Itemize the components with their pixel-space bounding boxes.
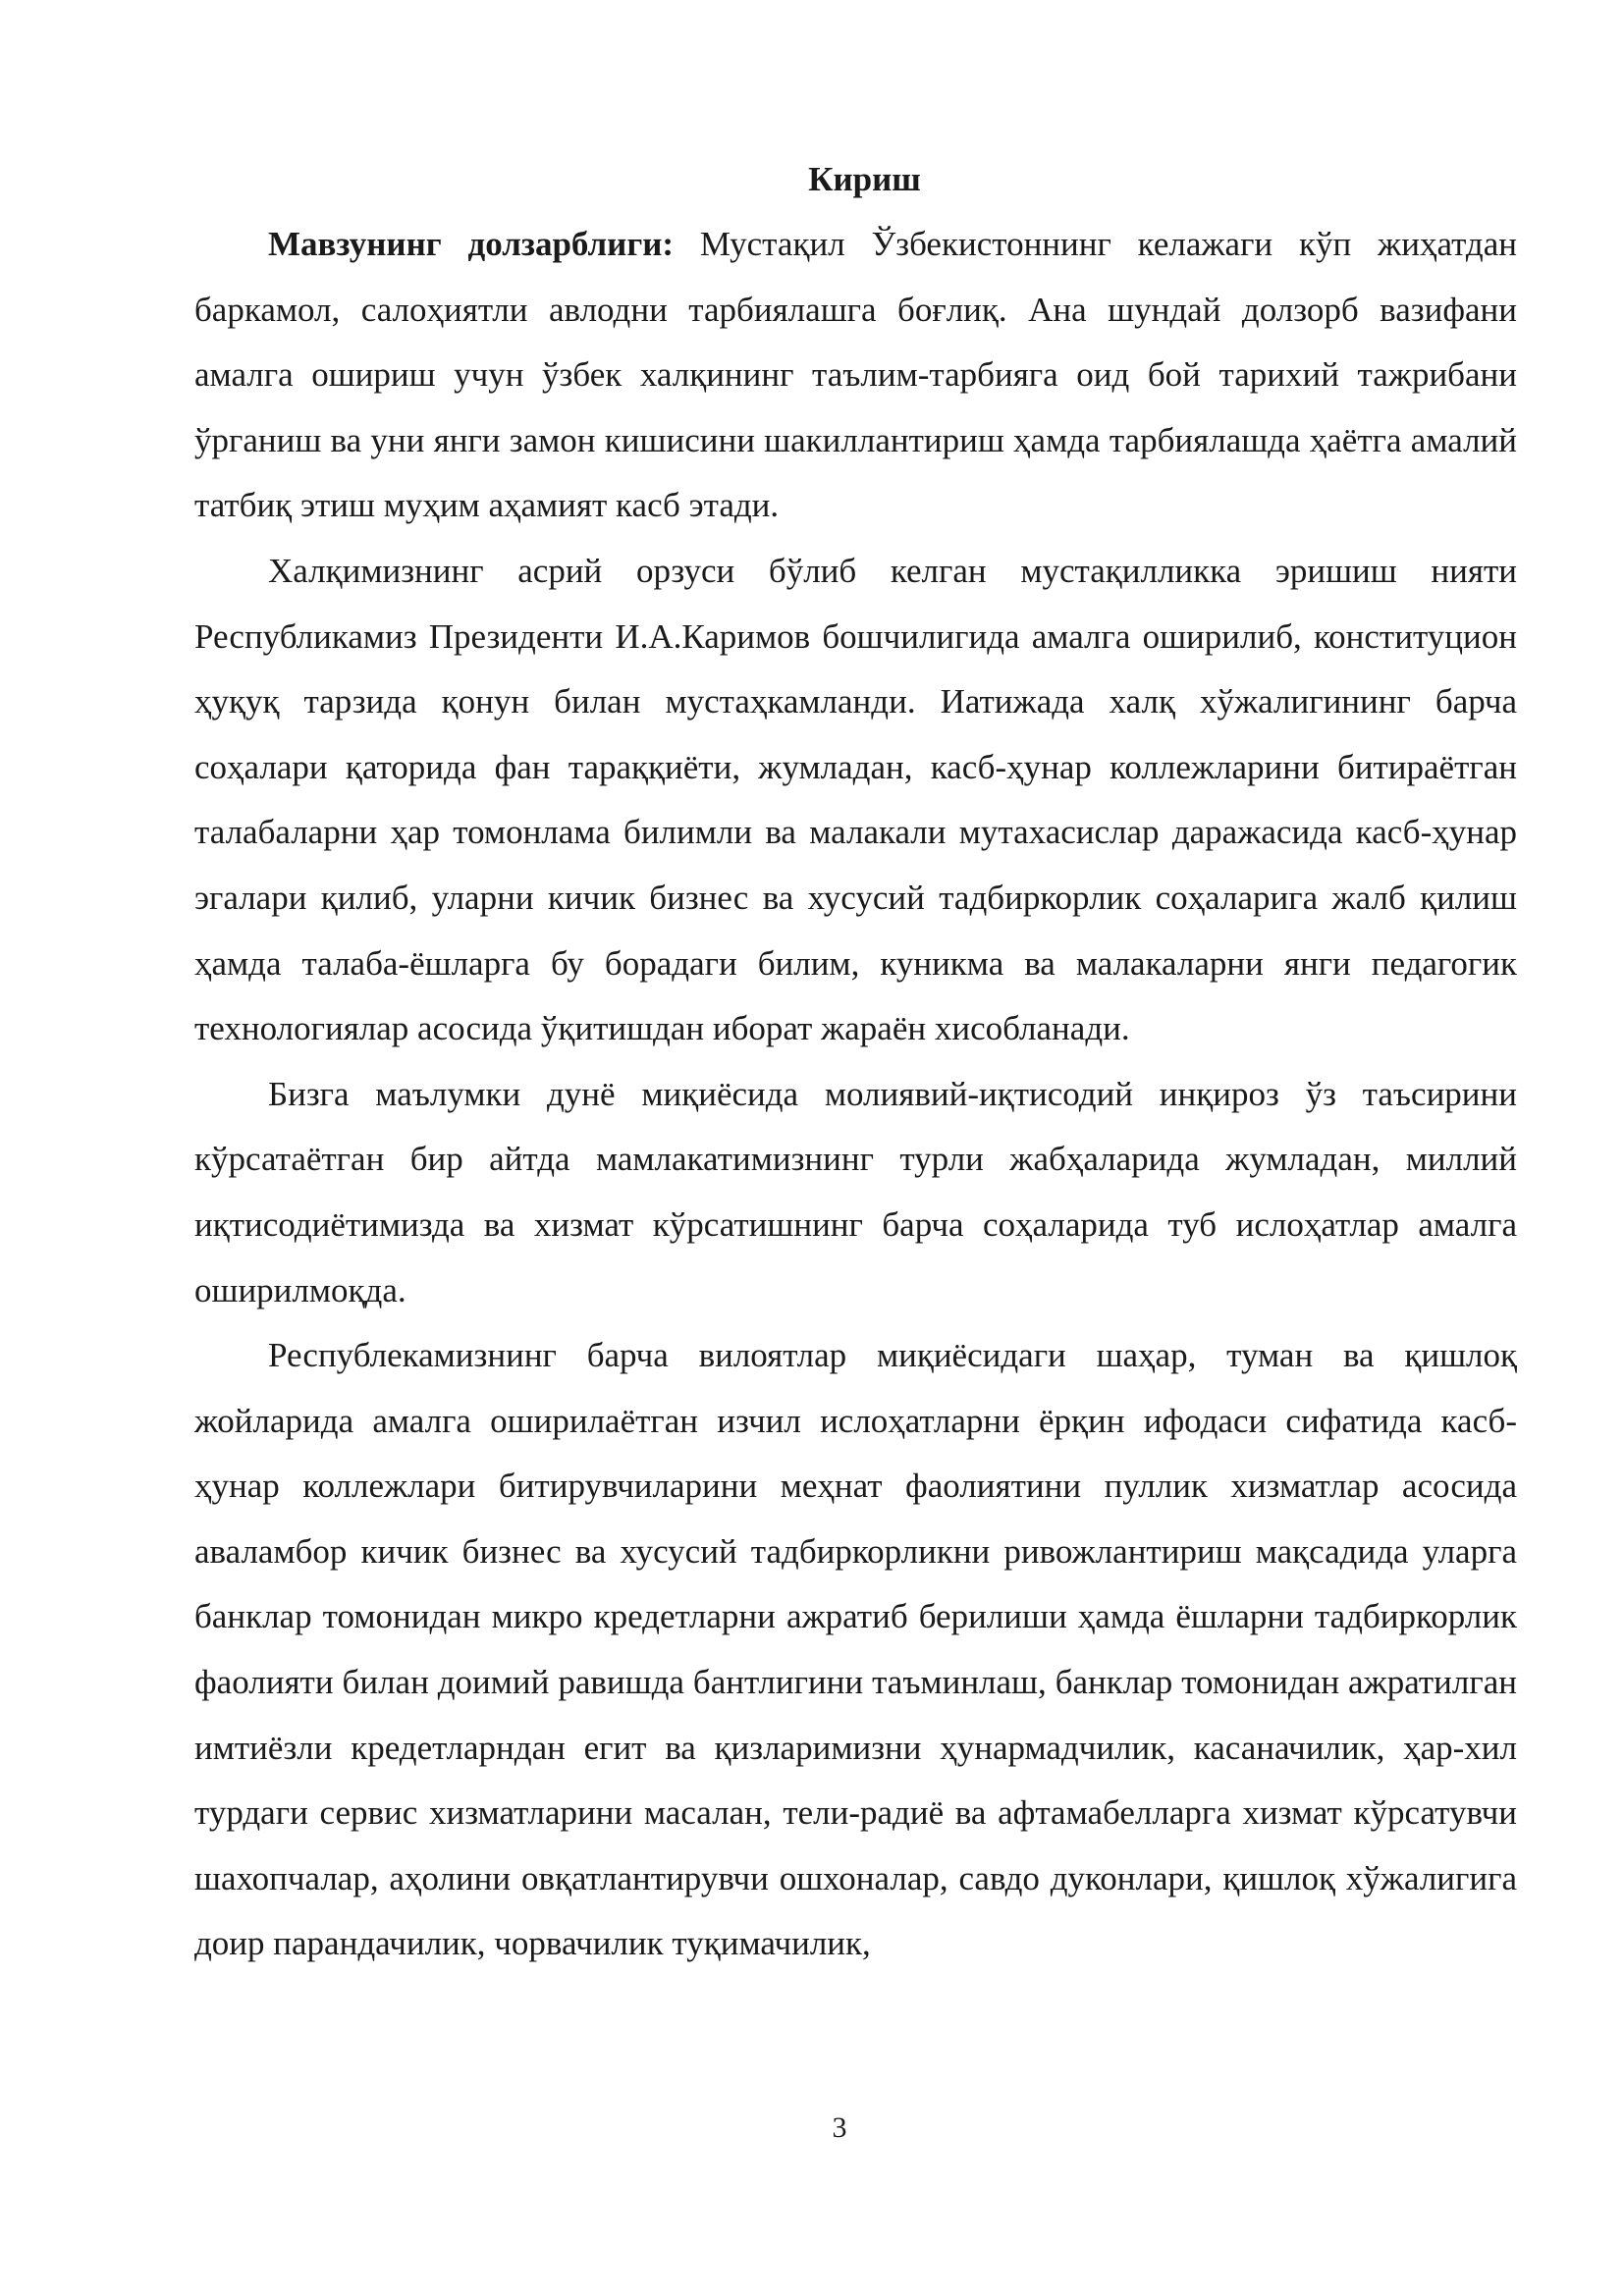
paragraph-text: Бизга маълумки дунё миқиёсида молиявий-иқтисодий инқироз ўз таъсирини кўрсатаётган бир айтда мамлакатимизнинг турли жабҳаларида жумладан, миллий иқтисодиётимизда ва хизмат кўрсатишнинг барча соҳаларида туб ислоҳатлар амалга оширилмоқда. [194,1074,1517,1309]
paragraph-lead: Мавзунинг долзарблиги: [268,225,675,263]
paragraph-reforms [194,1323,1517,1977]
paragraph-text: Республекамизнинг барча вилоятлар миқиёсидаги шаҳар, туман ва қишлоқ жойларида амалга оширилаётган изчил ислоҳатларни ёрқин ифодаси сифатида касб-ҳунар коллежлари битирувчиларини меҳнат фаолиятини пуллик хизматлар асосида аваламбор кичик бизнес ва хусусий тадбиркорликни ривожлантириш мақсадида уларга банклар томонидан микро кредетларни ажратиб берилиши ҳамда ёшларни тадбиркорлик фаолияти билан доимий равишда бантлигини таъминлаш, банклар томонидан ажратилган имтиёзли кредетларндан егит ва қизларимизни ҳунармадчилик, касаначилик, ҳар-хил турдаги сервис хизматларини масалан, тели-радиё ва афтамабелларга хизмат кўрсатувчи шахопчалар, аҳолини овқатлантирувчи ошхоналар, савдо дуконлари, қишлоқ хўжалигига доир парандачилик, чорвачилик туқимачилик, [194,1336,1517,1963]
paragraph-independence [194,539,1517,1062]
paragraph-crisis [194,1062,1517,1323]
paragraph-text: Халқимизнинг асрий орзуси бўлиб келган мустақилликка эришиш нияти Республикамиз Президенти И.А.Каримов бошчилигида амалга оширилиб, конституцион ҳуқуқ тарзида қонун билан мустаҳкамланди. Иатижада халқ хўжалигининг барча соҳалари қаторида фан тараққиёти, жумладан, касб-ҳунар коллежларини битираётган талабаларни ҳар томонлама билимли ва малакали мутахасислар даражасида касб-ҳунар эгалари қилиб, уларни кичик бизнес ва хусусий тадбиркорлик соҳаларига жалб қилиш ҳамда талаба-ёшларга бу борадаги билим, куникма ва малакаларни янги педагогик технологиялар асосида ўқитишдан иборат жараён хисобланади. [194,551,1517,1048]
paragraph-relevance [194,212,1517,539]
page-content [194,147,1517,1977]
paragraph-text: Мустақил Ўзбекистоннинг келажаги кўп жиҳатдан баркамол, салоҳиятли авлодни тарбиялашга боғлиқ. Ана шундай долзорб вазифани амалга ошириш учун ўзбек халқининг таълим-тарбияга оид бой тарихий тажрибани ўрганиш ва уни янги замон кишисини шакиллантириш ҳамда тарбиялашда ҳаётга амалий татбиқ этиш муҳим аҳамият касб этади. [194,225,1518,525]
page-number: 3 [832,2111,847,2144]
section-heading: Кириш [808,160,921,198]
